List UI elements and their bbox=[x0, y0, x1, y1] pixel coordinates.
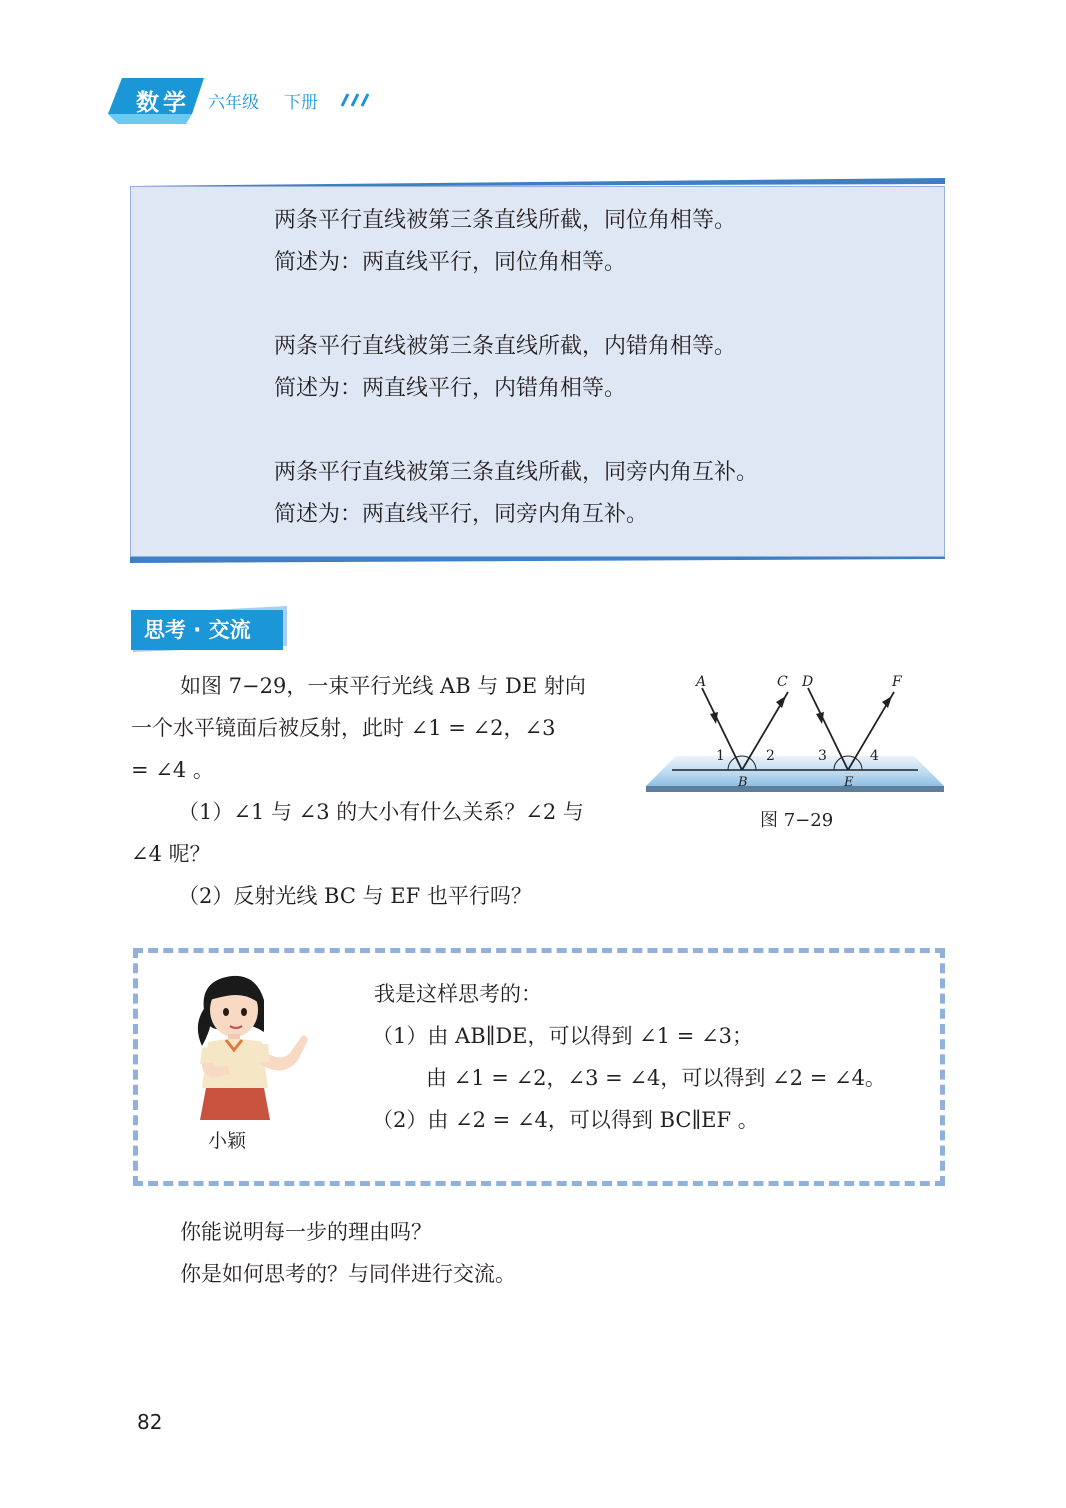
page-header bbox=[108, 78, 428, 126]
rule-consecutive-short: 简述为：两直线平行，同旁内角互补。 bbox=[274, 502, 649, 527]
thinking-step-1: （1）由 AB∥DE，可以得到 ∠1 = ∠3； bbox=[372, 1024, 754, 1048]
think-exchange-title: 思考 · 交流 bbox=[144, 618, 251, 642]
label-angle-4: 4 bbox=[870, 748, 879, 764]
rule-corresponding: 两条平行直线被第三条直线所截，同位角相等。 bbox=[274, 208, 737, 233]
student-avatar-xiaoying bbox=[186, 970, 316, 1120]
rule-corresponding-short: 简述为：两直线平行，同位角相等。 bbox=[274, 250, 627, 275]
volume-label: 下册 bbox=[284, 93, 318, 113]
mirror-edge bbox=[646, 786, 944, 792]
arrow-de-icon bbox=[816, 712, 824, 724]
grade-label: 六年级 bbox=[208, 93, 259, 113]
label-e: E bbox=[844, 775, 854, 790]
label-c: C bbox=[777, 674, 788, 690]
subject-title: 数学 bbox=[136, 90, 190, 116]
thinking-step-2: （2）由 ∠2 = ∠4，可以得到 BC∥EF 。 bbox=[372, 1108, 759, 1132]
arrow-ef-icon bbox=[882, 696, 892, 708]
page-number: 82 bbox=[137, 1410, 163, 1434]
rule-box-bottom-bar bbox=[130, 555, 946, 565]
label-f: F bbox=[892, 674, 902, 690]
label-angle-2: 2 bbox=[766, 748, 775, 764]
rule-consecutive: 两条平行直线被第三条直线所截，同旁内角互补。 bbox=[274, 460, 759, 485]
label-a: A bbox=[696, 674, 707, 690]
rule-alternate-short: 简述为：两直线平行，内错角相等。 bbox=[274, 376, 627, 401]
problem-question-1-cont: ∠4 呢？ bbox=[131, 842, 211, 866]
rule-alternate: 两条平行直线被第三条直线所截，内错角相等。 bbox=[274, 334, 737, 359]
question-reason: 你能说明每一步的理由吗？ bbox=[180, 1220, 432, 1244]
thinking-intro: 我是这样思考的： bbox=[374, 982, 542, 1006]
problem-question-2: （2）反射光线 BC 与 EF 也平行吗？ bbox=[178, 884, 532, 908]
mirror-reflection-figure bbox=[646, 668, 946, 798]
label-b: B bbox=[738, 775, 748, 790]
label-angle-3: 3 bbox=[818, 748, 827, 764]
label-d: D bbox=[802, 674, 814, 690]
problem-line-1: 如图 7−29，一束平行光线 AB 与 DE 射向 bbox=[180, 674, 586, 698]
arrow-bc-icon bbox=[776, 696, 786, 708]
problem-question-1: （1）∠1 与 ∠3 的大小有什么关系？∠2 与 bbox=[178, 800, 584, 824]
student-name: 小颖 bbox=[208, 1130, 247, 1152]
problem-line-2: 一个水平镜面后被反射，此时 ∠1 = ∠2，∠3 bbox=[131, 716, 556, 740]
arrow-ab-icon bbox=[710, 712, 718, 724]
figure-caption: 图 7−29 bbox=[760, 810, 834, 831]
slash-decoration-icon bbox=[334, 92, 374, 108]
problem-line-3: = ∠4 。 bbox=[131, 758, 214, 782]
mirror-surface bbox=[646, 756, 944, 786]
question-exchange: 你是如何思考的？与同伴进行交流。 bbox=[180, 1262, 516, 1286]
thinking-step-1-cont: 由 ∠1 = ∠2，∠3 = ∠4，可以得到 ∠2 = ∠4。 bbox=[426, 1066, 886, 1090]
label-angle-1: 1 bbox=[716, 748, 725, 764]
